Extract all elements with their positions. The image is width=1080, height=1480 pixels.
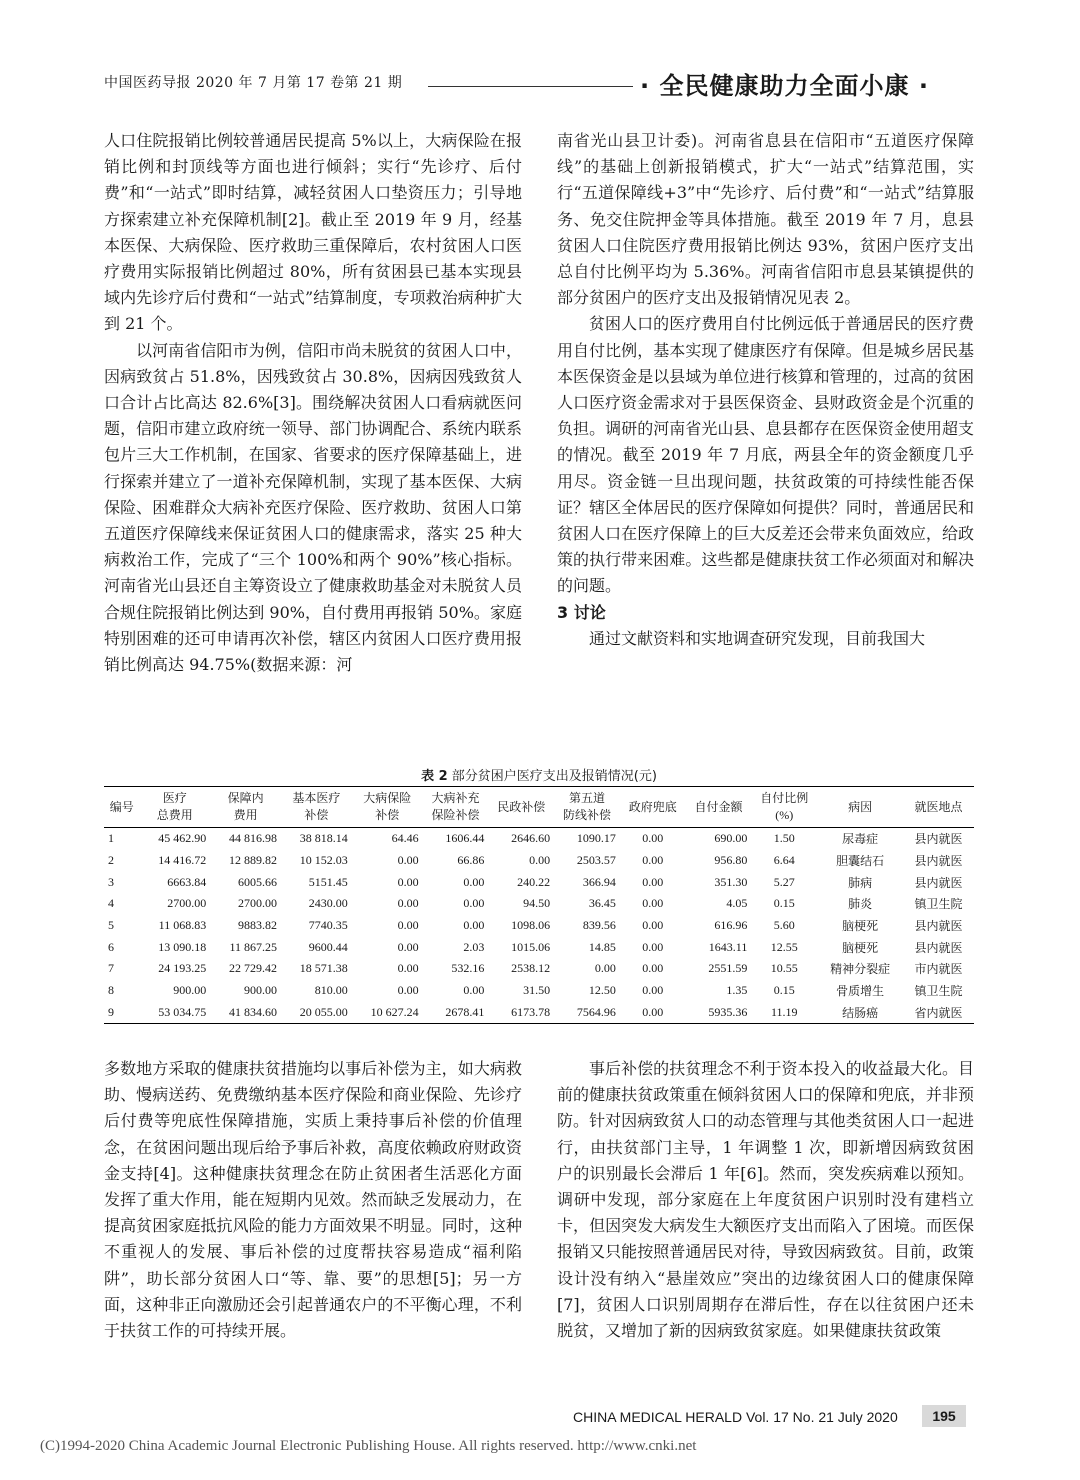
table-cell: 0.00 [642, 961, 664, 976]
column-header [488, 787, 554, 828]
table-cell: 2678.41 [423, 1002, 489, 1024]
table-cell: 胆囊结石 [836, 854, 885, 869]
column-header [352, 787, 423, 828]
table-cell: 14 416.72 [158, 853, 207, 868]
table-cell: 0.00 [642, 853, 664, 868]
table-cell: 0.00 [463, 896, 485, 911]
table-cell: 1643.11 [708, 939, 748, 954]
table-cell: 5151.45 [308, 874, 348, 889]
table-cell: 6.64 [773, 853, 795, 868]
table-cell: 5 [108, 918, 114, 933]
table-cell: 14.85 [588, 939, 616, 954]
table-cell: 1015.06 [511, 939, 551, 954]
table-cell: 4 [108, 896, 114, 911]
table-cell: 10 627.24 [352, 1002, 423, 1024]
table-cell: 0.15 [773, 983, 795, 998]
running-header-journal: 中国医药导报 2020 年 7 月第 17 卷第 21 期 [104, 75, 403, 91]
column-header-line: 自付比例 [760, 791, 809, 805]
table-cell: 12.55 [770, 939, 798, 954]
column-header-line: 防线补偿 [562, 808, 611, 822]
column-header [620, 787, 686, 828]
table-cell: 0.00 [397, 874, 419, 889]
table-cell: 1 [108, 831, 114, 846]
table-cell: 6173.78 [488, 1002, 554, 1024]
table-cell: 0.00 [642, 983, 664, 998]
table-cell: 1606.44 [445, 831, 485, 846]
column-header [554, 787, 620, 828]
body-column-left [104, 128, 522, 678]
table-cell: 0.00 [642, 939, 664, 954]
column-header-line: 民政补偿 [497, 799, 546, 814]
paragraph: 贫困人口的医疗费用自付比例远低于普通居民的医疗费用自付比例，基本实现了健康医疗有保障。但是城乡居民基本医保资金是以县域为单位进行核算和管理的，过高的贫困人口医疗资金需求对于县医保资金、县财政资金是个沉重的负担。调研的河南省光山县、息县都存在医保资金使用超支的情况。截至 2019 年 7 月底，两县全年的资金额度几乎用尽。资金链一旦出现问题，扶贫政策的可持续性能否保证？辖区全体居民的医疗保障如何提供？同时，普通居民和贫困人口在医疗保障上的巨大反差还会带来负面效应，给政策的执行带来困难。这些都是健康扶贫工作必须面对和解决的问题。 [557, 314, 974, 596]
table-cell: 22 729.42 [229, 961, 277, 976]
table-cell: 53 034.75 [139, 1002, 210, 1024]
table-cell: 351.30 [714, 874, 748, 889]
table-cell: 骨质增生 [836, 984, 885, 999]
table-cell: 6663.84 [167, 874, 207, 889]
column-header-line: 病因 [848, 799, 873, 814]
table-cell: 0.00 [620, 1002, 686, 1024]
column-header [104, 787, 139, 828]
table-cell: 11 068.83 [158, 918, 207, 933]
column-header-line: 大病保险 [363, 791, 412, 805]
data-table [104, 786, 974, 1024]
paragraph: 以河南省信阳市为例，信阳市尚未脱贫的贫困人口中，因病致贫占 51.8%，因残致贫占 30.8%，因病因残致贫人口合计占比高达 82.6%[3]。围绕解决贫困人口看病就医问题，信阳市建立政府统一领导、部门协调配合、系统内联系包片三大工作机制，在国家、省要求的医疗保障基础上，进行探索并建立了一道补充保障机制，实现了基本医保、大病保险、困难群众大病补充医疗保险、医疗救助、贫困人口第五道医疗保障线来保证贫困人口的健康需求，落实 25 种大病救治工作，完成了“三个 100%和两个 90%”核心指标。河南省光山县还自主筹资设立了健康救助基金对未脱贫人员合规住院报销比例达到 90%，自付费用再报销 50%。家庭特别困难的还可申请再次补偿，辖区内贫困人口医疗费用报销比例高达 94.75%(数据来源：河 [104, 340, 522, 675]
table-cell: 0.00 [397, 918, 419, 933]
table-label: 表 2 [421, 769, 448, 784]
table-row [104, 871, 974, 893]
table-cell: 镇卫生院 [914, 897, 963, 912]
paragraph: 事后补偿的扶贫理念不利于资本投入的收益最大化。目前的健康扶贫政策重在倾斜贫困人口的保障和兜底，并非预防。针对因病致贫人口的动态管理与其他类贫困人口一起进行，由扶贫部门主导，1 年调整 1 次，即新增因病致贫困户的识别最长会滞后 1 年[6]。然而，突发疾病难以预知。调研中发现，部分家庭在上年度贫困户识别时没有建档立卡，但因突发大病发生大额医疗支出而陷入了困境。而医保报销又只能按照普通居民对待，导致因病致贫。目前，政策设计没有纳入“悬崖效应”突出的边缘贫困人口的健康保障[7]，贫困人口识别周期存在滞后性，存在以往贫困户还未脱贫，又增加了新的因病致贫家庭。如果健康扶贫政策 [557, 1059, 974, 1341]
table-cell: 532.16 [451, 961, 485, 976]
table-cell: 31.50 [523, 983, 551, 998]
column-header-line: 医疗 [162, 791, 187, 805]
column-header-line: 费用 [233, 808, 258, 822]
table-cell: 镇卫生院 [914, 984, 963, 999]
page-number: 195 [922, 1405, 966, 1427]
table-row [104, 850, 974, 872]
column-header-line: 政府兜底 [628, 799, 677, 814]
table-cell: 12 889.82 [229, 853, 277, 868]
paragraph: 通过文献资料和实地调查研究发现，目前我国大 [589, 628, 926, 648]
table-row [104, 980, 974, 1002]
table-cell: 0.00 [642, 918, 664, 933]
table-cell: 2503.57 [576, 853, 616, 868]
table-row [104, 828, 974, 850]
column-header [423, 787, 489, 828]
table-cell: 11.19 [751, 1002, 817, 1024]
table-cell: 肺病 [848, 875, 873, 890]
table-row [104, 915, 974, 937]
table-cell: 2 [108, 853, 114, 868]
table-cell: 2646.60 [511, 831, 551, 846]
table-cell: 36.45 [588, 896, 616, 911]
copyright-notice: (C)1994-2020 China Academic Journal Electronic Publishing House. All rights reserved. http://www.cnki.net [40, 1438, 697, 1454]
table-row [104, 893, 974, 915]
header-rule [428, 86, 633, 87]
table-cell: 5.60 [773, 918, 795, 933]
table-cell: 县内就医 [914, 854, 963, 869]
paragraph: 人口住院报销比例较普通居民提高 5%以上，大病保险在报销比例和封顶线等方面也进行倾斜；实行“先诊疗、后付费”和“一站式”即时结算，减轻贫困人口垫资压力；引导地方探索建立补充保障机制[2]。截止至 2019 年 9 月，经基本医保、大病保险、医疗救助三重保障后，农村贫困人口医疗费用实际报销比例超过 80%，所有贫困县已基本实现县域内先诊疗后付费和“一站式”结算制度，专项救治病种扩大到 21 个。 [104, 131, 522, 334]
table-cell: 3 [108, 874, 114, 889]
column-header [751, 787, 817, 828]
table-cell: 1090.17 [576, 831, 616, 846]
table-cell: 10 152.03 [299, 853, 348, 868]
table-cell: 县内就医 [914, 940, 963, 955]
table-cell: 839.56 [582, 918, 616, 933]
table-row [104, 936, 974, 958]
running-header-section: · 全民健康助力全面小康 · [640, 72, 929, 100]
table-cell: 94.50 [523, 896, 551, 911]
table-cell: 956.80 [714, 853, 748, 868]
table-cell: 县内就医 [914, 832, 963, 847]
table-cell: 4.05 [726, 896, 748, 911]
table-cell: 县内就医 [914, 875, 963, 890]
table-header-row [104, 787, 974, 828]
column-header-line: 保障内 [227, 791, 264, 805]
column-header-line: 就医地点 [914, 799, 963, 814]
table-cell: 1.50 [773, 831, 795, 846]
table-cell: 脑梗死 [842, 940, 879, 955]
column-header [817, 787, 903, 828]
table-cell: 0.00 [642, 831, 664, 846]
table-cell: 0.00 [397, 961, 419, 976]
table-cell: 肺炎 [848, 897, 873, 912]
table-cell: 0.00 [397, 983, 419, 998]
footer-journal: CHINA MEDICAL HERALD Vol. 17 No. 21 July 2020 [573, 1409, 898, 1425]
column-header-line: 编号 [109, 799, 134, 814]
table-cell: 省内就医 [903, 1002, 974, 1024]
column-header-line: 补偿 [375, 808, 400, 822]
table-cell: 20 055.00 [281, 1002, 352, 1024]
table-cell: 2538.12 [511, 961, 551, 976]
table-cell: 县内就医 [914, 919, 963, 934]
table-cell: 2700.00 [167, 896, 207, 911]
column-header-line: 补偿 [304, 808, 329, 822]
table-cell: 810.00 [314, 983, 348, 998]
table-cell: 2430.00 [308, 896, 348, 911]
table-cell: 690.00 [714, 831, 748, 846]
body-column-bottom-left [104, 1056, 522, 1344]
table-cell: 脑梗死 [842, 919, 879, 934]
table-cell: 7 [108, 961, 114, 976]
table-cell: 10.55 [770, 961, 798, 976]
table-cell: 0.00 [397, 853, 419, 868]
body-column-right [557, 128, 974, 652]
column-header-line: 基本医疗 [292, 791, 341, 805]
table-cell: 0.00 [397, 939, 419, 954]
table-cell: 2.03 [463, 939, 485, 954]
table-cell: 366.94 [582, 874, 616, 889]
table-cell: 66.86 [457, 853, 485, 868]
table-body [104, 828, 974, 1024]
table-cell: 6 [108, 939, 114, 954]
table-cell: 900.00 [173, 983, 207, 998]
table-cell: 精神分裂症 [830, 962, 891, 977]
table-title-text: 部分贫困户医疗支出及报销情况(元) [451, 769, 657, 784]
table-cell: 900.00 [244, 983, 277, 998]
table-cell: 6005.66 [238, 874, 277, 889]
paragraph: 南省光山县卫计委)。河南省息县在信阳市“五道医疗保障线”的基础上创新报销模式，扩大“一站式”结算范围，实行“五道保障线+3”中“先诊疗、后付费”和“一站式”结算服务、免交住院押金等具体措施。截至 2019 年 7 月，息县贫困人口住院医疗费用报销比例达 93%，贫困户医疗支出总自付比例平均为 5.36%。河南省信阳市息县某镇提供的部分贫困户的医疗支出及报销情况见表 2。 [557, 131, 974, 308]
table-cell: 5935.36 [686, 1002, 752, 1024]
table-cell: 1.35 [726, 983, 748, 998]
body-column-bottom-right [557, 1056, 974, 1344]
table-cell: 0.00 [642, 874, 664, 889]
table-cell: 0.00 [642, 896, 664, 911]
table-cell: 45 462.90 [158, 831, 207, 846]
table-cell: 9600.44 [308, 939, 348, 954]
table-cell: 616.96 [714, 918, 748, 933]
table-cell: 0.00 [463, 983, 485, 998]
table-caption [104, 765, 974, 784]
table-cell: 240.22 [517, 874, 551, 889]
table-cell: 44 816.98 [229, 831, 277, 846]
table-cell: 0.00 [397, 896, 419, 911]
table-cell: 0.00 [463, 874, 485, 889]
table-cell: 0.00 [463, 918, 485, 933]
table-cell: 11 867.25 [229, 939, 277, 954]
paragraph: 多数地方采取的健康扶贫措施均以事后补偿为主，如大病救助、慢病送药、免费缴纳基本医疗保险和商业保险、先诊疗后付费等兜底性保障措施，实质上秉持事后补偿的价值理念，在贫困问题出现后给予事后补救，高度依赖政府财政资金支持[4]。这种健康扶贫理念在防止贫困者生活恶化方面发挥了重大作用，能在短期内见效。然而缺乏发展动力，在提高贫困家庭抵抗风险的能力方面效果不明显。同时，这种不重视人的发展、事后补偿的过度帮扶容易造成“福利陷阱”，助长部分贫困人口“等、靠、要”的思想[5]；另一方面，这种非正向激励还会引起普通农户的不平衡心理，不利于扶贫工作的可持续开展。 [104, 1059, 522, 1341]
column-header-line: 总费用 [156, 808, 193, 822]
table-cell: 13 090.18 [158, 939, 207, 954]
column-header-line: 大病补充 [431, 791, 480, 805]
table-cell: 18 571.38 [299, 961, 348, 976]
table-row [104, 1002, 974, 1024]
table-cell: 5.27 [773, 874, 795, 889]
table-cell: 尿毒症 [842, 832, 879, 847]
table-cell: 8 [108, 983, 114, 998]
table-cell: 9 [104, 1002, 139, 1024]
table-cell: 7564.96 [554, 1002, 620, 1024]
column-header [139, 787, 210, 828]
column-header [903, 787, 974, 828]
table-cell: 1098.06 [511, 918, 551, 933]
table-cell: 24 193.25 [158, 961, 207, 976]
table-cell: 0.00 [594, 961, 616, 976]
table-cell: 12.50 [588, 983, 616, 998]
column-header [210, 787, 281, 828]
table-cell: 64.46 [391, 831, 419, 846]
table-cell: 市内就医 [914, 962, 963, 977]
column-header [686, 787, 752, 828]
table-cell: 结肠癌 [817, 1002, 903, 1024]
column-header-line: 自付金额 [694, 799, 743, 814]
table-cell: 38 818.14 [299, 831, 348, 846]
section-heading: 3 讨论 [557, 602, 606, 622]
table-cell: 0.15 [773, 896, 795, 911]
table-cell: 2700.00 [238, 896, 277, 911]
table-cell: 41 834.60 [210, 1002, 281, 1024]
table-cell: 7740.35 [308, 918, 348, 933]
table-cell: 0.00 [529, 853, 551, 868]
column-header-line: (%) [775, 808, 794, 822]
table-cell: 2551.59 [708, 961, 748, 976]
column-header [281, 787, 352, 828]
column-header-line: 第五道 [568, 791, 605, 805]
table-row [104, 958, 974, 980]
column-header-line: 保险补偿 [431, 808, 480, 822]
table-cell: 9883.82 [238, 918, 277, 933]
